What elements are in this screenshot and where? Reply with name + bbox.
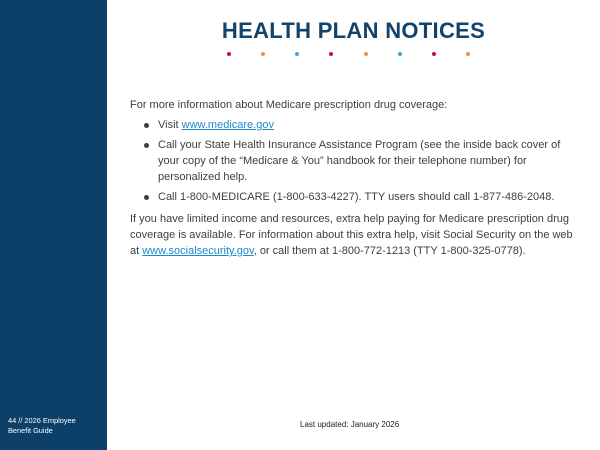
extra-help-text: If you have limited income and resources, extra help paying for Medicare prescription drug coverage is available. For information about this extra help, visit Social Security on the web at	[130, 213, 573, 257]
divider-dot	[432, 52, 436, 56]
sidebar-panel	[0, 0, 107, 450]
intro-text: For more information about Medicare prescription drug coverage:	[130, 99, 448, 111]
bullet-icon	[144, 143, 149, 148]
list-item	[140, 189, 578, 205]
list-item	[140, 137, 578, 185]
page-title: HEALTH PLAN NOTICES	[221, 18, 486, 43]
contact-list	[130, 117, 578, 205]
divider-dot	[398, 52, 402, 56]
medicare-phone-text: Call 1-800-MEDICARE (1-800-633-4227). TTY users should call 1-877-486-2048.	[158, 191, 555, 203]
divider-dot	[364, 52, 368, 56]
extra-help-text-end: , or call them at 1-800-772-1213 (TTY 1-800-325-0778).	[253, 245, 526, 257]
bullet-icon	[144, 195, 149, 200]
last-updated-footer: Last updated: January 2026	[300, 420, 400, 429]
social-security-link[interactable]: www.socialsecurity.gov	[142, 245, 254, 257]
divider-dot	[466, 52, 470, 56]
divider-dot	[329, 52, 333, 56]
page-number-label	[8, 416, 103, 436]
page-label-line-2: Benefit Guide	[8, 426, 53, 435]
divider-dot	[295, 52, 299, 56]
divider-dot	[261, 52, 265, 56]
page-label-line-1: 44 // 2026 Employee	[8, 416, 76, 425]
extra-help-paragraph	[130, 211, 578, 259]
main-content	[130, 97, 578, 263]
visit-label: Visit	[158, 119, 182, 131]
list-item	[140, 117, 578, 133]
decorative-dot-divider	[107, 52, 600, 58]
divider-dot	[227, 52, 231, 56]
medicare-link[interactable]: www.medicare.gov	[181, 119, 274, 131]
bullet-icon	[144, 123, 149, 128]
ship-text: Call your State Health Insurance Assistance Program (see the inside back cover of your copy of the “Medicare & You” handbook for their telephone number) for personalized help.	[158, 139, 561, 183]
